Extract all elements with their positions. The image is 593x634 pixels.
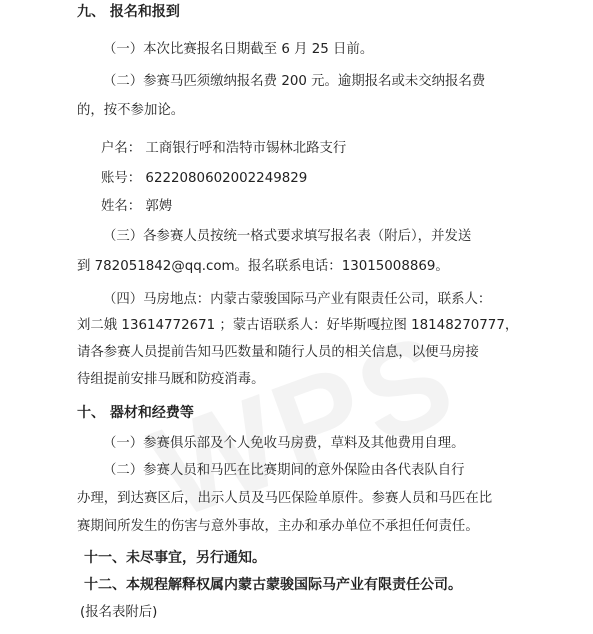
section-9-item-3-line-1: （三）各参赛人员按统一格式要求填写报名表（附后），并发送: [103, 229, 472, 244]
section-9-item-4-line-1: （四）马房地点：内蒙古蒙骏国际马产业有限责任公司，联系人：: [103, 292, 492, 307]
section-9-item-2-line-2: 的，按不参加论。: [77, 103, 185, 118]
wps-watermark: [134, 302, 475, 548]
section-9-item-2-line-1: （二）参赛马匹须缴纳报名费 200 元。逾期报名或未交纳报名费: [103, 74, 486, 89]
bank-account-name: 户名： 工商银行呼和浩特市锡林北路支行: [101, 141, 347, 156]
attachment-note: (报名表附后): [80, 605, 158, 620]
section-9-item-3-line-2: 到 782051842@qq.com。报名联系电话：13015008869。: [77, 259, 449, 274]
section-9-item-4-line-3: 请各参赛人员提前告知马匹数量和随行人员的相关信息，以便马房接: [77, 345, 479, 360]
section-10-item-2-line-3: 赛期间所发生的伤害与意外事故，主办和承办单位不承担任何责任。: [77, 519, 479, 534]
section-10-heading: 十、 器材和经费等: [77, 405, 194, 421]
bank-account-number: 账号： 6222080602002249829: [101, 171, 308, 186]
section-10-item-1: （一）参赛俱乐部及个人免收马房费，草料及其他费用自理。: [103, 436, 465, 451]
account-holder-name: 姓名： 郭娉: [101, 199, 173, 214]
section-12: 十二、本规程解释权属内蒙古蒙骏国际马产业有限责任公司。: [84, 577, 462, 593]
section-9-heading: 九、 报名和报到: [77, 4, 180, 20]
section-9-item-4-line-4: 待组提前安排马厩和防疫消毒。: [77, 372, 265, 387]
section-9-item-1: （一）本次比赛报名日期截至 6 月 25 日前。: [103, 42, 374, 57]
section-11: 十一、未尽事宜，另行通知。: [84, 550, 266, 566]
section-9-item-4-line-2: 刘二娥 13614772671 ；蒙古语联系人：好毕斯嘎拉图 18148270777，: [77, 318, 519, 333]
section-10-item-2-line-2: 办理，到达赛区后，出示人员及马匹保险单原件。参赛人员和马匹在比: [77, 491, 493, 506]
section-10-item-2-line-1: （二）参赛人员和马匹在比赛期间的意外保险由各代表队自行: [103, 463, 465, 478]
